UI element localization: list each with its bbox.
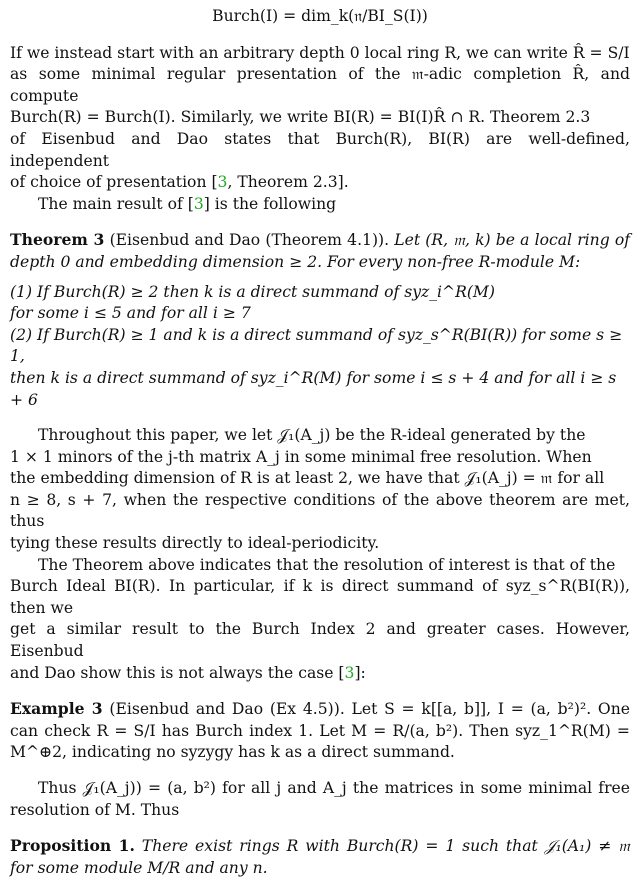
item1-line-2: for some i ≤ 5 and for all i ≥ 7 [10, 304, 251, 323]
paragraph-presentation [10, 43, 630, 194]
theorem-label: Theorem 3 [10, 230, 105, 250]
para4-line-2: Burch Ideal BI(R). In particular, if k is direct summand of syz_s^R(BI(R)), then we [10, 577, 630, 617]
example-attribution: (Eisenbud and Dao (Ex 4.5)). [109, 700, 345, 719]
para3-line-1: Throughout this paper, we let 𝒥₁(A_j) be the R-ideal generated by the [38, 426, 586, 445]
para1-line-1: If we instead start with an arbitrary depth 0 local ring R, we can write R̂ = S/I [10, 43, 630, 62]
para3-line-5: tying these results directly to ideal-periodicity. [10, 534, 380, 553]
para1-line-5b: , Theorem 2.3]. [227, 173, 349, 192]
theorem-item-2 [10, 325, 630, 411]
item1-line-1: (1) If Burch(R) ≥ 2 then k is a direct summand of syz_i^R(M) [10, 282, 495, 301]
proposition-body: There exist rings R with Burch(R) = 1 such that 𝒥₁(A₁) ≠ 𝔪 for some module M/R and any n. [10, 837, 630, 877]
para1-line-5a: of choice of presentation [ [10, 173, 218, 192]
theorem-3 [10, 229, 630, 273]
item2-line-2: then k is a direct summand of syz_i^R(M) for some i ≤ s + 4 and for all i ≥ s + 6 [10, 368, 617, 409]
example-3 [10, 698, 630, 764]
para3-line-2: 1 × 1 minors of the j-th matrix A_j in some minimal free resolution. When [10, 447, 592, 466]
citation-link[interactable]: 3 [193, 194, 204, 213]
para3-line-4: n ≥ 8, s + 7, when the respective conditions of the above theorem are met, thus [10, 490, 630, 531]
para3-line-3: the embedding dimension of R is at least 2, we have that 𝒥₁(A_j) = 𝔪 for all [10, 469, 605, 488]
para4-line-1: The Theorem above indicates that the resolution of interest is that of the [38, 555, 616, 574]
example-body: Let S = k[[a, b]], I = (a, b²)². One can check R = S/I has Burch index 1. Let M = R/(a, b²). Then syz_1^R(M) = M^⊕2, indicating no syzygy has k as a direct summand. [10, 700, 630, 762]
theorem-attribution: (Eisenbud and Dao (Theorem 4.1)). [109, 231, 390, 250]
para4-line-4b: ]: [354, 663, 366, 682]
display-equation: Burch(I) = dim_k(𝔫/BI_S(I)) [212, 7, 428, 25]
paragraph-ideal-periodicity [10, 425, 630, 555]
citation-link[interactable]: 3 [217, 173, 228, 192]
para1-line-2: as some minimal regular presentation of the 𝔪-adic completion R̂, and compute [10, 65, 630, 105]
proposition-label: Proposition 1. [10, 836, 135, 856]
theorem-item-1 [10, 282, 630, 325]
citation-link[interactable]: 3 [344, 663, 355, 682]
para2-text-b: ] is the following [203, 194, 337, 213]
para4-line-3: get a similar result to the Burch Index 2 and greater cases. However, Eisenbud [10, 620, 630, 661]
theorem-body: Let (R, 𝔪, k) be a local ring of depth 0 and embedding dimension ≥ 2. For every non-free R-module M: [10, 231, 631, 271]
paper-page [10, 6, 630, 879]
para2-text-a: The main result of [ [38, 194, 194, 213]
para1-line-4: of Eisenbud and Dao states that Burch(R), BI(R) are well-defined, independent [10, 129, 630, 170]
item2-line-1: (2) If Burch(R) ≥ 1 and k is a direct summand of syz_s^R(BI(R)) for some s ≥ 1, [10, 325, 623, 366]
paragraph-conclusion: Thus 𝒥₁(A_j)) = (a, b²) for all j and A_j the matrices in some minimal free resolution of M. Thus [10, 779, 630, 819]
para4-line-4a: and Dao show this is not always the case [ [10, 663, 345, 682]
example-label: Example 3 [10, 699, 103, 719]
paragraph-burch-ideal [10, 555, 630, 685]
para1-line-3: Burch(R) = Burch(I). Similarly, we write BI(R) = BI(I)R̂ ∩ R. Theorem 2.3 [10, 108, 591, 127]
proposition-1 [10, 835, 630, 879]
paragraph-main-result [10, 194, 630, 216]
